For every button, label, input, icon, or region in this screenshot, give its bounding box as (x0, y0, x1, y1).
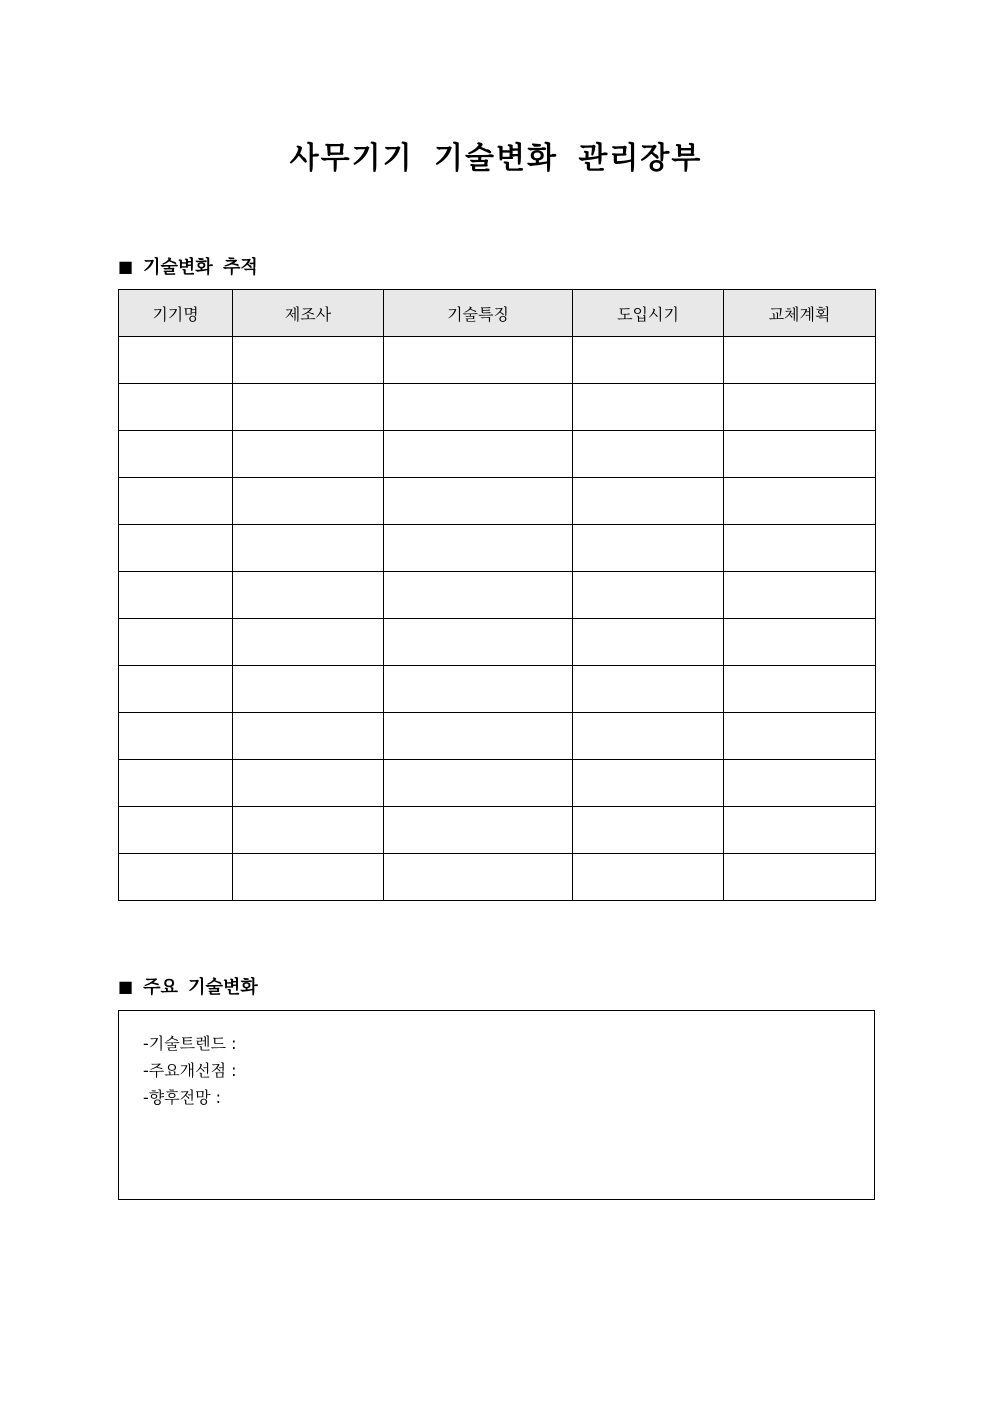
intro-date-cell[interactable] (573, 337, 724, 384)
tech-features-cell[interactable] (384, 713, 573, 760)
device-name-cell[interactable] (119, 384, 233, 431)
intro-date-cell[interactable] (573, 431, 724, 478)
table-row (119, 854, 876, 901)
tech-features-cell[interactable] (384, 854, 573, 901)
device-name-cell[interactable] (119, 619, 233, 666)
page-title: 사무기기 기술변화 관리장부 (289, 141, 703, 176)
column-header-manufacturer: 제조사 (233, 290, 384, 337)
device-name-cell[interactable] (119, 760, 233, 807)
replacement-plan-cell[interactable] (724, 760, 876, 807)
intro-date-cell[interactable] (573, 713, 724, 760)
tech-trend-line: -기술트렌드 : (143, 1034, 237, 1053)
column-header-replacement-plan: 교체계획 (724, 290, 876, 337)
column-header-device-name: 기기명 (119, 290, 233, 337)
table-row (119, 666, 876, 713)
replacement-plan-cell[interactable] (724, 807, 876, 854)
tracking-heading-label: 기술변화 추적 (143, 257, 258, 278)
tech-features-cell[interactable] (384, 619, 573, 666)
table-row (119, 572, 876, 619)
manufacturer-cell[interactable] (233, 384, 384, 431)
intro-date-cell[interactable] (573, 572, 724, 619)
replacement-plan-cell[interactable] (724, 854, 876, 901)
replacement-plan-cell[interactable] (724, 431, 876, 478)
intro-date-cell[interactable] (573, 666, 724, 713)
intro-date-cell[interactable] (573, 854, 724, 901)
device-name-cell[interactable] (119, 807, 233, 854)
table-row (119, 431, 876, 478)
tech-features-cell[interactable] (384, 431, 573, 478)
square-bullet-icon: ■ (118, 256, 134, 276)
tech-features-cell[interactable] (384, 337, 573, 384)
replacement-plan-cell[interactable] (724, 713, 876, 760)
manufacturer-cell[interactable] (233, 666, 384, 713)
square-bullet-icon: ■ (118, 976, 134, 996)
manufacturer-cell[interactable] (233, 713, 384, 760)
column-header-intro-date: 도입시기 (573, 290, 724, 337)
replacement-plan-cell[interactable] (724, 572, 876, 619)
device-name-cell[interactable] (119, 572, 233, 619)
manufacturer-cell[interactable] (233, 854, 384, 901)
future-outlook-line: -향후전망 : (143, 1088, 222, 1107)
tracking-section-heading (118, 253, 258, 279)
intro-date-cell[interactable] (573, 619, 724, 666)
intro-date-cell[interactable] (573, 525, 724, 572)
device-name-cell[interactable] (119, 666, 233, 713)
replacement-plan-cell[interactable] (724, 525, 876, 572)
device-name-cell[interactable] (119, 713, 233, 760)
manufacturer-cell[interactable] (233, 525, 384, 572)
device-name-cell[interactable] (119, 478, 233, 525)
replacement-plan-cell[interactable] (724, 619, 876, 666)
table-header-row (119, 290, 876, 337)
tech-features-cell[interactable] (384, 478, 573, 525)
replacement-plan-cell[interactable] (724, 384, 876, 431)
tech-features-cell[interactable] (384, 760, 573, 807)
major-changes-heading-label: 주요 기술변화 (143, 977, 258, 998)
table-row (119, 713, 876, 760)
intro-date-cell[interactable] (573, 478, 724, 525)
table-row (119, 807, 876, 854)
table-row (119, 478, 876, 525)
tech-features-cell[interactable] (384, 572, 573, 619)
manufacturer-cell[interactable] (233, 807, 384, 854)
tech-features-cell[interactable] (384, 525, 573, 572)
tracking-table (118, 289, 876, 901)
intro-date-cell[interactable] (573, 384, 724, 431)
table-row (119, 760, 876, 807)
manufacturer-cell[interactable] (233, 478, 384, 525)
tech-features-cell[interactable] (384, 807, 573, 854)
table-row (119, 619, 876, 666)
column-header-tech-features: 기술특징 (384, 290, 573, 337)
major-changes-section-heading (118, 973, 258, 999)
table-row (119, 337, 876, 384)
device-name-cell[interactable] (119, 431, 233, 478)
table-row (119, 525, 876, 572)
table-row (119, 384, 876, 431)
tech-features-cell[interactable] (384, 666, 573, 713)
tech-features-cell[interactable] (384, 384, 573, 431)
manufacturer-cell[interactable] (233, 431, 384, 478)
manufacturer-cell[interactable] (233, 760, 384, 807)
intro-date-cell[interactable] (573, 807, 724, 854)
manufacturer-cell[interactable] (233, 619, 384, 666)
manufacturer-cell[interactable] (233, 337, 384, 384)
device-name-cell[interactable] (119, 337, 233, 384)
intro-date-cell[interactable] (573, 760, 724, 807)
manufacturer-cell[interactable] (233, 572, 384, 619)
device-name-cell[interactable] (119, 854, 233, 901)
major-changes-box[interactable] (118, 1010, 875, 1200)
device-name-cell[interactable] (119, 525, 233, 572)
key-improvements-line: -주요개선점 : (143, 1061, 237, 1080)
replacement-plan-cell[interactable] (724, 478, 876, 525)
replacement-plan-cell[interactable] (724, 666, 876, 713)
replacement-plan-cell[interactable] (724, 337, 876, 384)
